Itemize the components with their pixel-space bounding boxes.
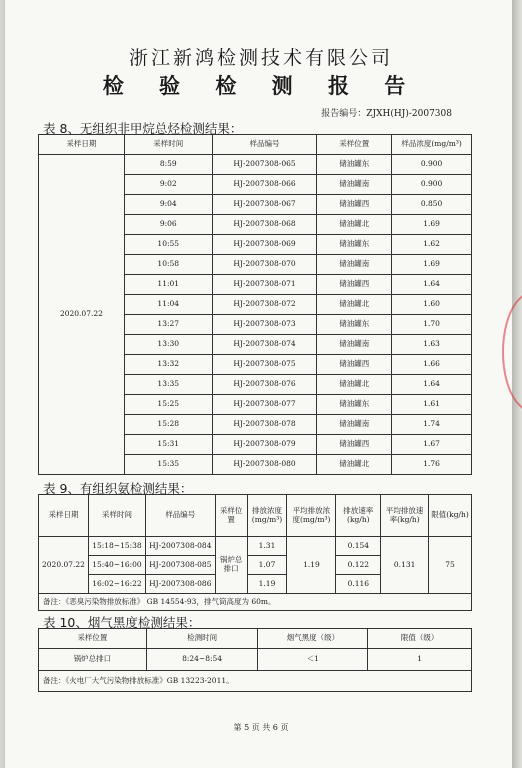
table8-concentration: 1.60: [392, 295, 472, 315]
table8-location: 储油罐北: [317, 295, 392, 315]
table8-location: 储油罐西: [317, 275, 392, 295]
header-sample-no: 样品编号: [145, 495, 215, 537]
table9-rate: 0.122: [336, 556, 381, 575]
header-sampling-date: 采样日期: [39, 495, 89, 537]
table8-location: 储油罐北: [317, 455, 392, 475]
table10-note: 备注：《火电厂大气污染物排放标准》GB 13223-2011。: [39, 671, 472, 692]
table8-location: 储油罐南: [317, 415, 392, 435]
table8-time: 9:02: [124, 175, 212, 195]
report-title: 检 验 检 测 报 告: [102, 73, 420, 98]
page-footer: 第 5 页 共 6 页: [233, 723, 289, 732]
table8-location: 储油罐东: [317, 155, 392, 175]
table8-time: 13:35: [124, 375, 212, 395]
table8-time: 13:32: [124, 355, 212, 375]
table9-avg-rate: 0.131: [381, 537, 429, 594]
table9-avg-conc: 1.19: [287, 537, 336, 594]
table9-header-row: [39, 495, 472, 537]
header-avg-emission-rate: 平均排放速率(kg/h): [381, 495, 429, 537]
table8-time: 10:58: [124, 255, 212, 275]
table8-concentration: 1.74: [392, 415, 472, 435]
table8-time: 9:06: [124, 215, 212, 235]
table8-sample-no: HJ-2007308-065: [212, 155, 317, 175]
table8-concentration: 1.63: [392, 335, 472, 355]
table9-title: 表 9、有组织氨检测结果：: [43, 481, 193, 496]
table9-rate: 0.116: [336, 575, 381, 594]
table10: [38, 628, 472, 692]
header-avg-emission-conc: 平均排放浓度(mg/m³): [287, 495, 336, 537]
table9-note-row: [39, 594, 472, 611]
table8-concentration: 1.69: [392, 215, 472, 235]
table10-location: 锅炉总排口: [39, 649, 147, 671]
report-page: [5, 0, 512, 768]
table8-concentration: 0.900: [392, 155, 472, 175]
company-name: 浙江新鸿检测技术有限公司: [128, 47, 393, 69]
table8-concentration: 0.850: [392, 195, 472, 215]
header-sample-no: 样品编号: [212, 135, 317, 155]
table8-concentration: 1.70: [392, 315, 472, 335]
table8-location: 储油罐北: [317, 215, 392, 235]
table8-time: 15:31: [124, 435, 212, 455]
table8-sample-no: HJ-2007308-075: [212, 355, 317, 375]
table10-title: 表 10、烟气黑度检测结果：: [43, 615, 201, 630]
table9-location: 锅炉总排口: [215, 537, 247, 594]
header-limit: 限值(kg/h): [429, 495, 472, 537]
table8-sample-no: HJ-2007308-079: [212, 435, 317, 455]
table8-location: 储油罐西: [317, 355, 392, 375]
table8-time: 13:27: [124, 315, 212, 335]
table9-rate: 0.154: [336, 537, 381, 556]
table9-time: 15:40~16:00: [88, 556, 145, 575]
table8-time: 8:59: [124, 155, 212, 175]
table8-location: 储油罐北: [317, 375, 392, 395]
table8-sample-no: HJ-2007308-072: [212, 295, 317, 315]
table-row: [39, 155, 472, 175]
table9-conc: 1.31: [247, 537, 287, 556]
table8-location: 储油罐南: [317, 255, 392, 275]
red-stamp: [500, 292, 522, 412]
table8-sample-no: HJ-2007308-074: [212, 335, 317, 355]
table9-sample-no: HJ-2007308-084: [145, 537, 215, 556]
table8-sample-no: HJ-2007308-071: [212, 275, 317, 295]
table9-sample-no: HJ-2007308-086: [145, 575, 215, 594]
header-emission-conc: 排放浓度(mg/m³): [247, 495, 287, 537]
table-row: [39, 537, 472, 556]
table10-time: 8:24~8:54: [146, 649, 258, 671]
table8-date: 2020.07.22: [39, 155, 125, 475]
header-sampling-time: 采样时间: [88, 495, 145, 537]
table8-sample-no: HJ-2007308-078: [212, 415, 317, 435]
table9-conc: 1.07: [247, 556, 287, 575]
table8-location: 储油罐南: [317, 335, 392, 355]
table8-time: 15:28: [124, 415, 212, 435]
table8-sample-no: HJ-2007308-068: [212, 215, 317, 235]
table8-time: 11:01: [124, 275, 212, 295]
table8-location: 储油罐西: [317, 195, 392, 215]
header-limit: 限值（级）: [368, 629, 472, 649]
table9-conc: 1.19: [247, 575, 287, 594]
table8-time: 13:30: [124, 335, 212, 355]
header-sampling-location: 采样位置: [215, 495, 247, 537]
table10-header-row: [39, 629, 472, 649]
table8-concentration: 0.900: [392, 175, 472, 195]
table10-note-row: [39, 671, 472, 692]
table8-body: [39, 155, 472, 475]
table8-concentration: 1.76: [392, 455, 472, 475]
table8-concentration: 1.69: [392, 255, 472, 275]
table10-blackness: ＜1: [258, 649, 368, 671]
table8-sample-no: HJ-2007308-077: [212, 395, 317, 415]
table9-time: 15:18~15:38: [88, 537, 145, 556]
table8-time: 15:25: [124, 395, 212, 415]
table10-limit: 1: [368, 649, 472, 671]
table8-location: 储油罐南: [317, 175, 392, 195]
table8-sample-no: HJ-2007308-076: [212, 375, 317, 395]
header-sampling-date: 采样日期: [39, 135, 125, 155]
table8-time: 10:55: [124, 235, 212, 255]
table8-location: 储油罐东: [317, 395, 392, 415]
table8-concentration: 1.66: [392, 355, 472, 375]
table8-sample-no: HJ-2007308-070: [212, 255, 317, 275]
table8-concentration: 1.62: [392, 235, 472, 255]
table8-header-row: [39, 135, 472, 155]
table8-sample-no: HJ-2007308-073: [212, 315, 317, 335]
header-concentration: 样品浓度(mg/m³): [392, 135, 472, 155]
header-sampling-location: 采样位置: [39, 629, 147, 649]
table8-concentration: 1.67: [392, 435, 472, 455]
table8-concentration: 1.61: [392, 395, 472, 415]
table8-time: 15:35: [124, 455, 212, 475]
report-number: 报告编号：ZJXH(HJ)-2007308: [321, 109, 452, 119]
table8-sample-no: HJ-2007308-066: [212, 175, 317, 195]
table8-sample-no: HJ-2007308-069: [212, 235, 317, 255]
table8-sample-no: HJ-2007308-080: [212, 455, 317, 475]
table9-time: 16:02~16:22: [88, 575, 145, 594]
table-row: [39, 649, 472, 671]
stamp-arc: [502, 292, 522, 412]
table8-concentration: 1.64: [392, 375, 472, 395]
table8-sample-no: HJ-2007308-067: [212, 195, 317, 215]
table9-sample-no: HJ-2007308-085: [145, 556, 215, 575]
table9-limit: 75: [429, 537, 472, 594]
table9-date: 2020.07.22: [39, 537, 89, 594]
header-sampling-location: 采样位置: [317, 135, 392, 155]
table8-location: 储油罐东: [317, 235, 392, 255]
table8-title: 表 8、无组织非甲烷总烃检测结果：: [43, 121, 243, 136]
table8-time: 9:04: [124, 195, 212, 215]
table8-location: 储油罐西: [317, 435, 392, 455]
table8-concentration: 1.64: [392, 275, 472, 295]
table8-time: 11:04: [124, 295, 212, 315]
header-sampling-time: 采样时间: [124, 135, 212, 155]
header-test-time: 检测时间: [146, 629, 258, 649]
header-emission-rate: 排放速率(kg/h): [336, 495, 381, 537]
table9-note: 备注：《恶臭污染物排放标准》 GB 14554-93，排气筒高度为 60m。: [39, 594, 472, 611]
table8-location: 储油罐东: [317, 315, 392, 335]
table9: [38, 494, 472, 611]
header-smoke-blackness: 烟气黑度（级）: [258, 629, 368, 649]
table8: [38, 134, 472, 475]
